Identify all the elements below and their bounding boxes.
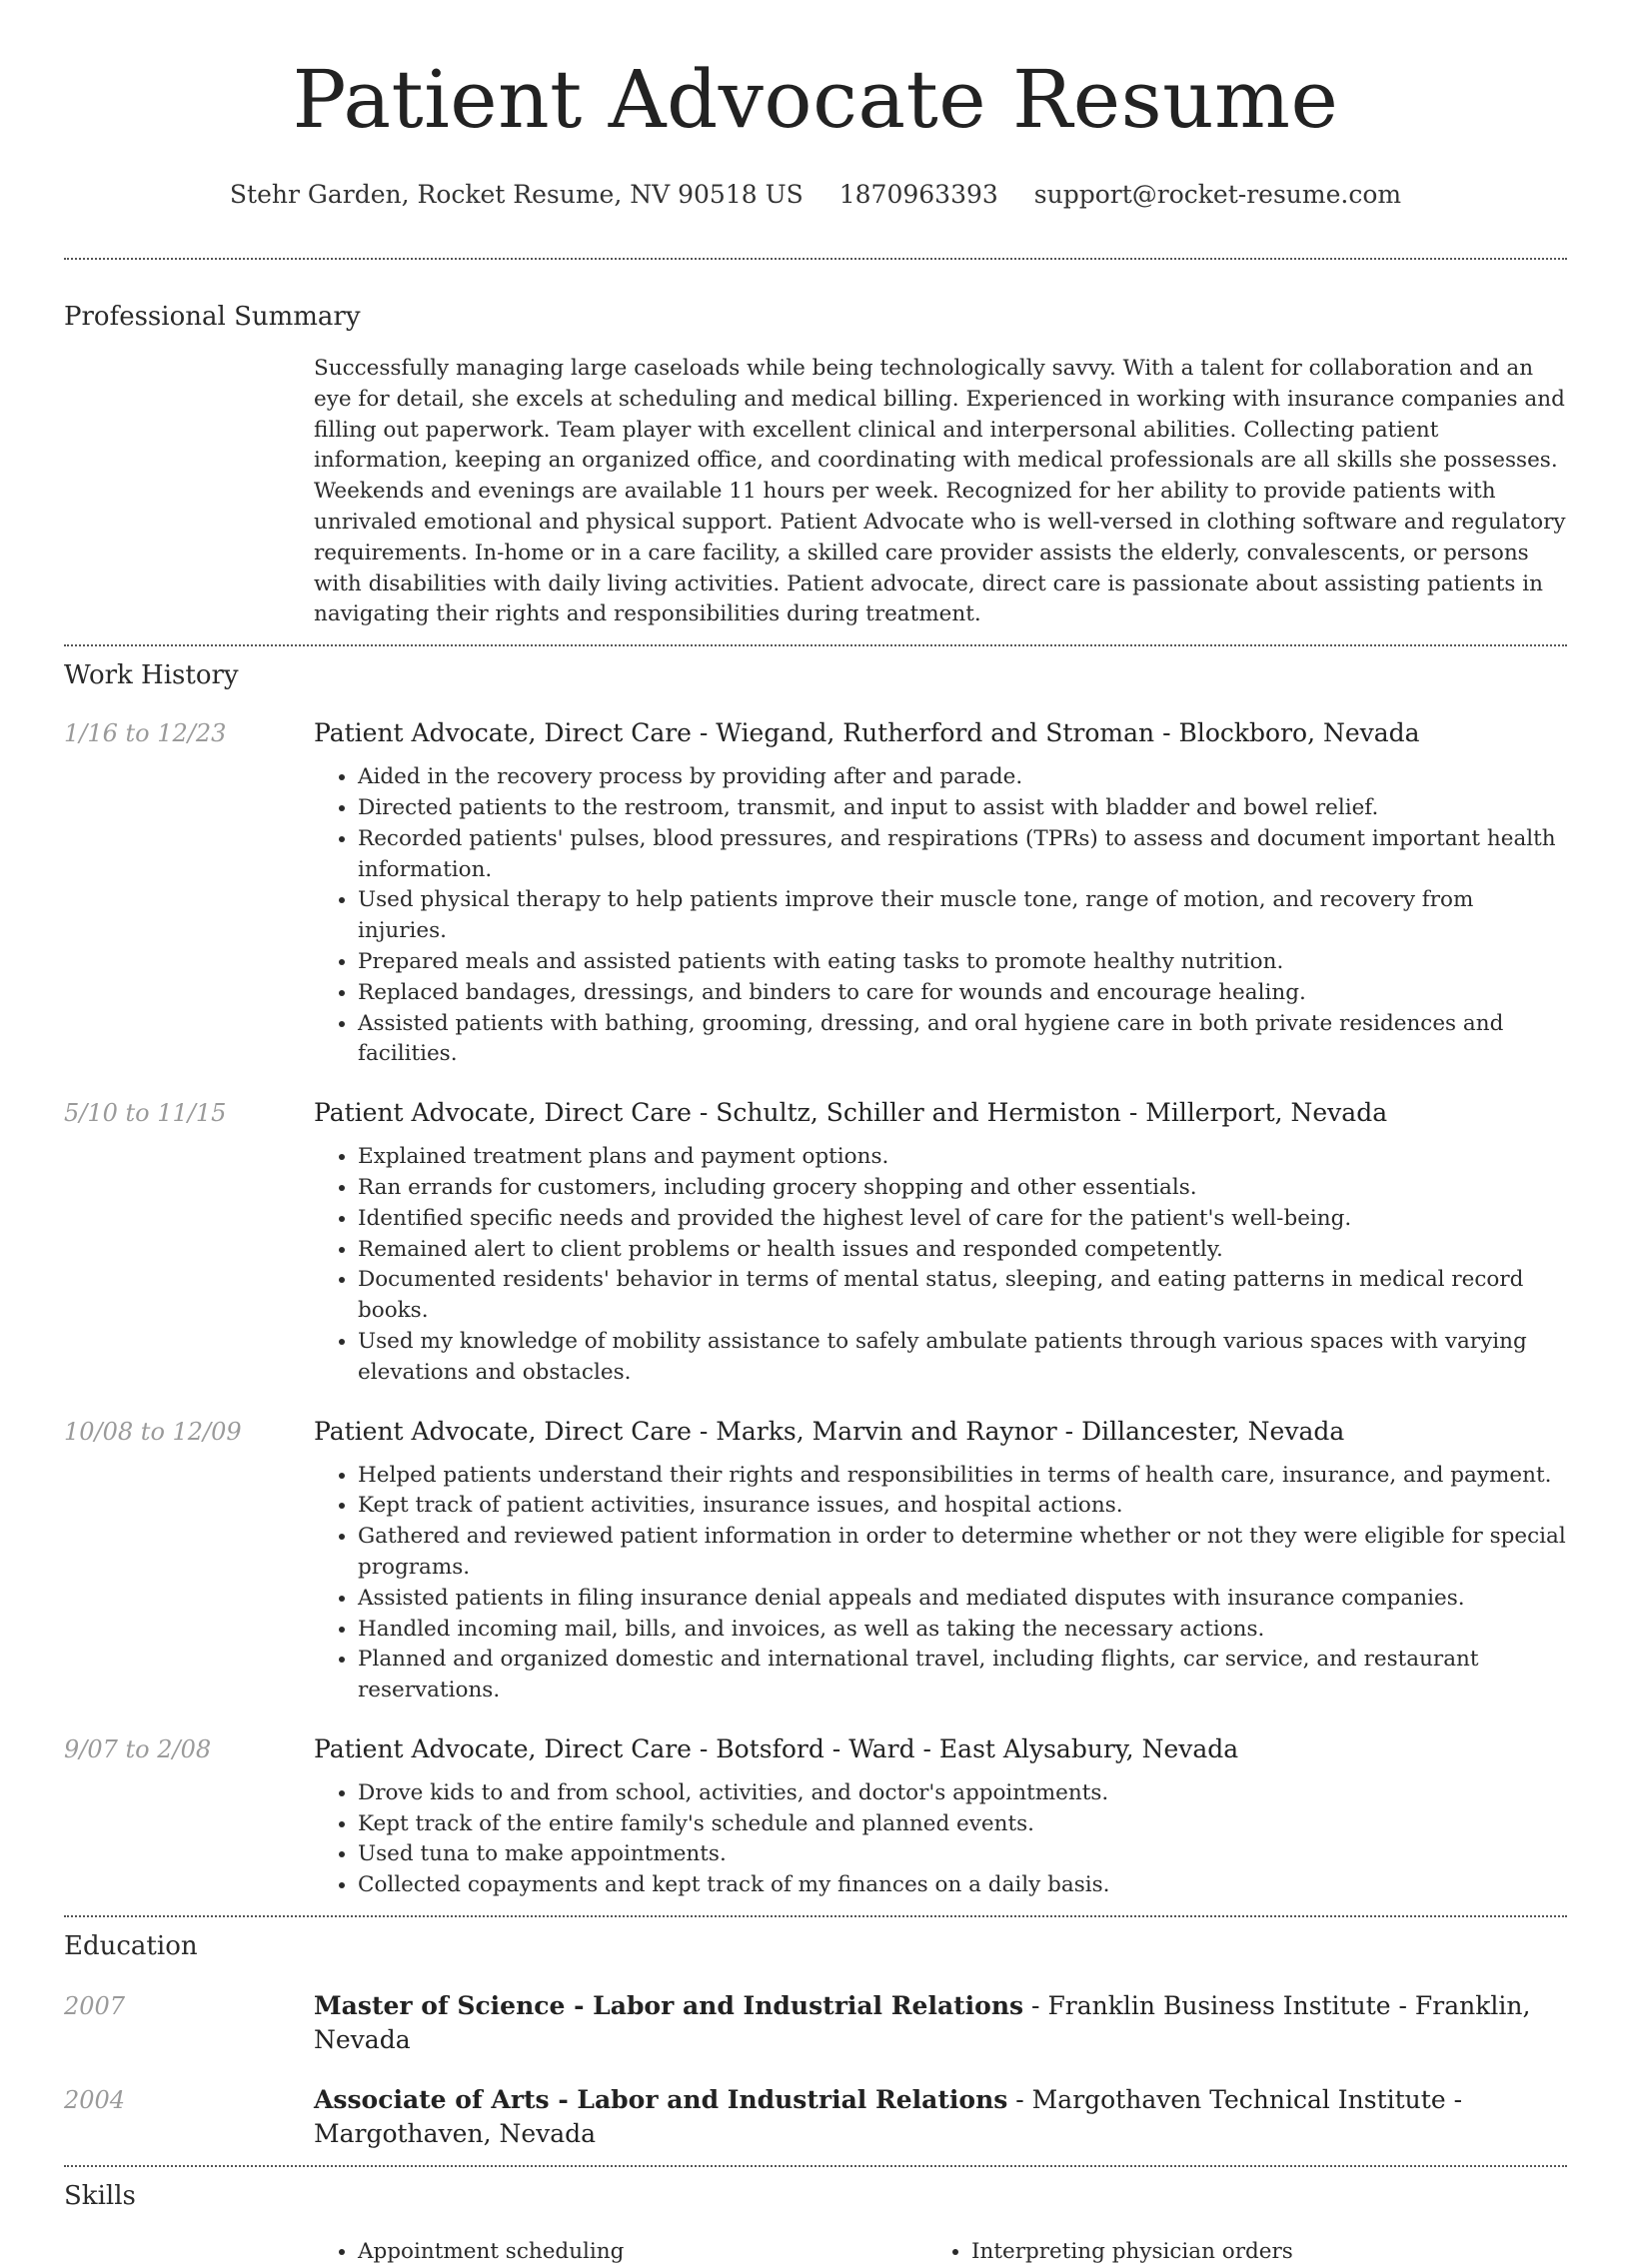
skills-section [64,2167,1567,2268]
skills-list-left [358,2237,927,2268]
job-title: Patient Advocate, Direct Care - Botsford - Ward - East Alysabury, Nevada [314,1733,1239,1763]
education-body [314,2083,1567,2151]
contact-line [64,178,1567,212]
job-bullets [358,762,1567,1070]
resume-title: Patient Advocate Resume [292,53,1339,146]
job-bullets [358,1461,1567,1706]
job-bullet-item: • Collected copayments and kept track of my finances on a daily basis. [358,1870,1567,1901]
work-history-heading: Work History [64,660,239,691]
job-bullet-item: • Drove kids to and from school, activities, and doctor's appointments. [358,1778,1567,1809]
job-body [314,716,1567,1070]
contact-email: support@rocket-resume.com [1033,180,1402,209]
job-bullet-item: • Used tuna to make appointments. [358,1839,1567,1870]
education-year: 2004 [64,2086,126,2115]
job-bullet-item: • Assisted patients with bathing, grooming, dressing, and oral hygiene care in both private residences and facilities. [358,1009,1567,1071]
job-dates: 5/10 to 11/15 [64,1099,227,1128]
education-school: - Franklin Business Institute - Franklin, Nevada [314,1991,1531,2055]
job-entry [64,1096,1567,1388]
job-bullet-item: • Prepared meals and assisted patients with eating tasks to promote healthy nutrition. [358,947,1567,978]
education-list [64,1989,1567,2151]
contact-phone: 1870963393 [838,180,998,209]
education-year: 2007 [64,1992,126,2021]
education-section [64,1917,1567,2167]
job-body [314,1415,1567,1706]
job-bullet-item: • Gathered and reviewed patient information in order to determine whether or not they were eligible for special programs. [358,1522,1567,1584]
job-bullet-item: • Aided in the recovery process by providing after and parade. [358,762,1567,793]
contact-address: Stehr Garden, Rocket Resume, NV 90518 US [229,180,804,209]
job-bullet-item: • Planned and organized domestic and international travel, including flights, car service, and restaurant reservations. [358,1645,1567,1706]
job-bullet-item: • Documented residents' behavior in terms of mental status, sleeping, and eating patterns in medical record books. [358,1265,1567,1327]
job-entry [64,716,1567,1070]
work-history-section [64,646,1567,1917]
education-degree: Master of Science - Labor and Industrial Relations [314,1991,1024,2021]
job-bullet-item: • Used my knowledge of mobility assistance to safely ambulate patients through various spaces with varying elevations and obstacles. [358,1327,1567,1389]
education-body [314,1989,1567,2057]
job-title: Patient Advocate, Direct Care - Wiegand, Rutherford and Stroman - Blockboro, Nevada [314,718,1420,748]
education-title [314,1989,1567,2057]
job-body [314,1732,1567,1901]
job-bullet-item: • Kept track of the entire family's schedule and planned events. [358,1809,1567,1840]
job-bullet-item: • Kept track of patient activities, insurance issues, and hospital actions. [358,1491,1567,1522]
job-entry [64,1732,1567,1901]
job-bullet-item: • Assisted patients in filing insurance denial appeals and mediated disputes with insurance companies. [358,1584,1567,1615]
job-body [314,1096,1567,1388]
job-bullet-item: • Explained treatment plans and payment options. [358,1142,1567,1173]
job-bullet-item: • Replaced bandages, dressings, and binders to care for wounds and encourage healing. [358,978,1567,1009]
job-list [64,716,1567,1901]
job-title: Patient Advocate, Direct Care - Schultz, Schiller and Hermiston - Millerport, Nevada [314,1098,1388,1128]
education-entry [64,2083,1567,2151]
job-bullets [358,1142,1567,1388]
job-bullet-item: • Identified specific needs and provided the highest level of care for the patient's well-being. [358,1204,1567,1235]
education-heading: Education [64,1931,198,1962]
job-bullets [358,1778,1567,1901]
resume-page [64,0,1567,2265]
job-bullet-item: • Remained alert to client problems or health issues and responded competently. [358,1235,1567,1266]
skills-columns [314,2237,1567,2268]
resume-header [64,0,1567,212]
summary-heading: Professional Summary [64,302,361,332]
summary-text: Successfully managing large caseloads while being technologically savvy. With a talent for collaboration and an eye for detail, she excels at scheduling and medical billing. Experienced in working with insurance companies and filling out paperwork. Team player with excellent clinical and interpersonal abilities. Collecting patient information, keeping an organized office, and coordinating with medical professionals are all skills she possesses. Weekends and evenings are available 11 hours per week. Recognized for her ability to provide patients with unrivaled emotional and physical support. Patient Advocate who is well-versed in clothing software and regulatory requirements. In-home or in a care facility, a skilled care provider assists the elderly, convalescents, or persons with disabilities with daily living activities. Patient advocate, direct care is passionate about assisting patients in navigating their rights and responsibilities during treatment. [314,356,1566,627]
skill-item: • Appointment scheduling [358,2237,927,2268]
education-school: - Margothaven Technical Institute - Margothaven, Nevada [314,2085,1463,2149]
job-bullet-item: • Used physical therapy to help patients improve their muscle tone, range of motion, and recovery from injuries. [358,885,1567,947]
job-dates: 10/08 to 12/09 [64,1417,242,1446]
education-entry [64,1989,1567,2057]
job-title: Patient Advocate, Direct Care - Marks, Marvin and Raynor - Dillancester, Nevada [314,1416,1345,1446]
job-dates: 1/16 to 12/23 [64,719,227,748]
job-bullet-item: • Helped patients understand their rights and responsibilities in terms of health care, insurance, and payment. [358,1461,1567,1492]
skill-item: • Interpreting physician orders [971,2237,1541,2268]
job-bullet-item: • Ran errands for customers, including grocery shopping and other essentials. [358,1173,1567,1204]
job-entry [64,1415,1567,1706]
skills-list-right [971,2237,1541,2268]
job-bullet-item: • Directed patients to the restroom, transmit, and input to assist with bladder and bowel relief. [358,793,1567,824]
education-title [314,2083,1567,2151]
summary-section [64,260,1567,630]
job-bullet-item: • Handled incoming mail, bills, and invoices, as well as taking the necessary actions. [358,1615,1567,1646]
job-bullet-item: • Recorded patients' pulses, blood pressures, and respirations (TPRs) to assess and document important health information. [358,824,1567,886]
education-degree: Associate of Arts - Labor and Industrial Relations [314,2085,1008,2115]
job-dates: 9/07 to 2/08 [64,1734,212,1763]
skills-heading: Skills [64,2181,136,2212]
